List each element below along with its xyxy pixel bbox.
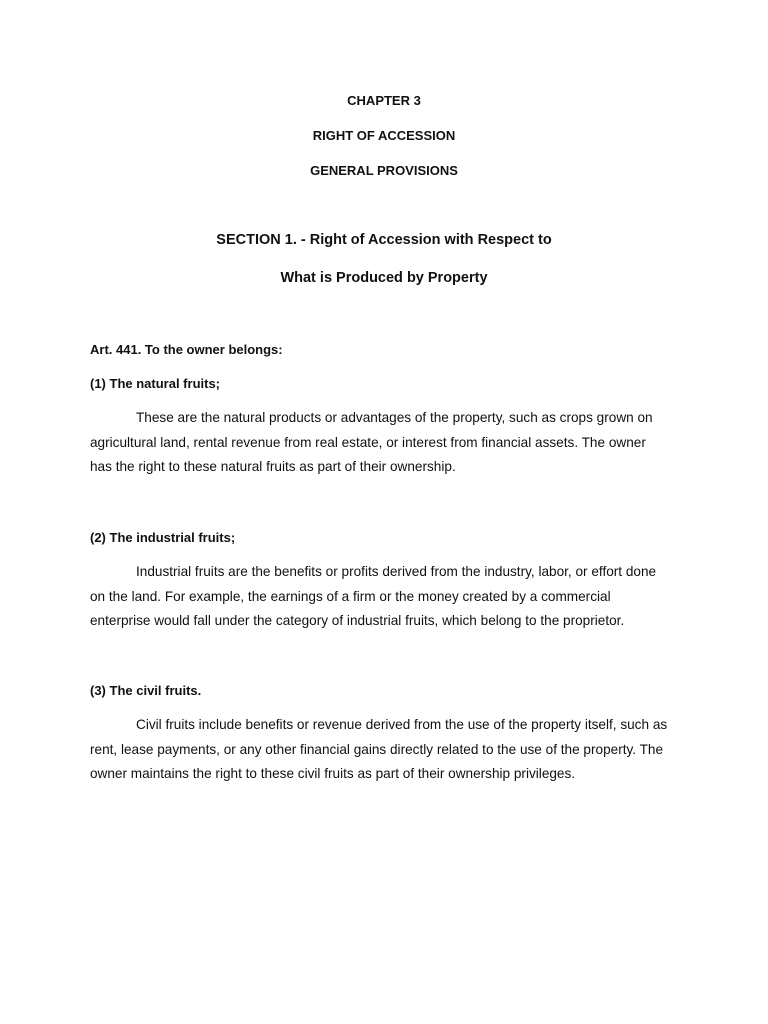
section-heading-line-1: SECTION 1. - Right of Accession with Respect to <box>216 232 552 248</box>
item-heading-civil-fruits: (3) The civil fruits. <box>90 683 202 698</box>
paragraph-line: These are the natural products or advantages of the property, such as crops grown on <box>136 410 653 425</box>
paragraph-civil-fruits <box>90 713 690 787</box>
paragraph-line: agricultural land, rental revenue from real estate, or interest from financial assets. The owner <box>90 434 646 450</box>
paragraph-line: rent, lease payments, or any other financial gains directly related to the use of the property. The <box>90 741 664 757</box>
paragraph-natural-fruits <box>90 406 690 480</box>
paragraph-line: has the right to these natural fruits as part of their ownership. <box>90 459 456 474</box>
chapter-heading: CHAPTER 3 <box>347 93 421 108</box>
paragraph-line: Industrial fruits are the benefits or profits derived from the industry, labor, or effort done <box>136 564 657 579</box>
item-heading-industrial-fruits: (2) The industrial fruits; <box>90 530 236 545</box>
paragraph-line: owner maintains the right to these civil fruits as part of their ownership privileges. <box>90 766 576 781</box>
article-heading: Art. 441. To the owner belongs: <box>90 342 283 357</box>
paragraph-industrial-fruits <box>90 560 690 634</box>
paragraph-line: Civil fruits include benefits or revenue derived from the use of the property itself, such as <box>136 717 668 732</box>
item-heading-natural-fruits: (1) The natural fruits; <box>90 376 221 391</box>
paragraph-line: enterprise would fall under the category of industrial fruits, which belong to the proprietor. <box>90 613 625 628</box>
section-heading-line-2: What is Produced by Property <box>280 270 488 286</box>
general-provisions-heading: GENERAL PROVISIONS <box>310 163 458 178</box>
chapter-title: RIGHT OF ACCESSION <box>312 128 456 143</box>
paragraph-line: on the land. For example, the earnings of a firm or the money created by a commercial <box>90 588 611 604</box>
